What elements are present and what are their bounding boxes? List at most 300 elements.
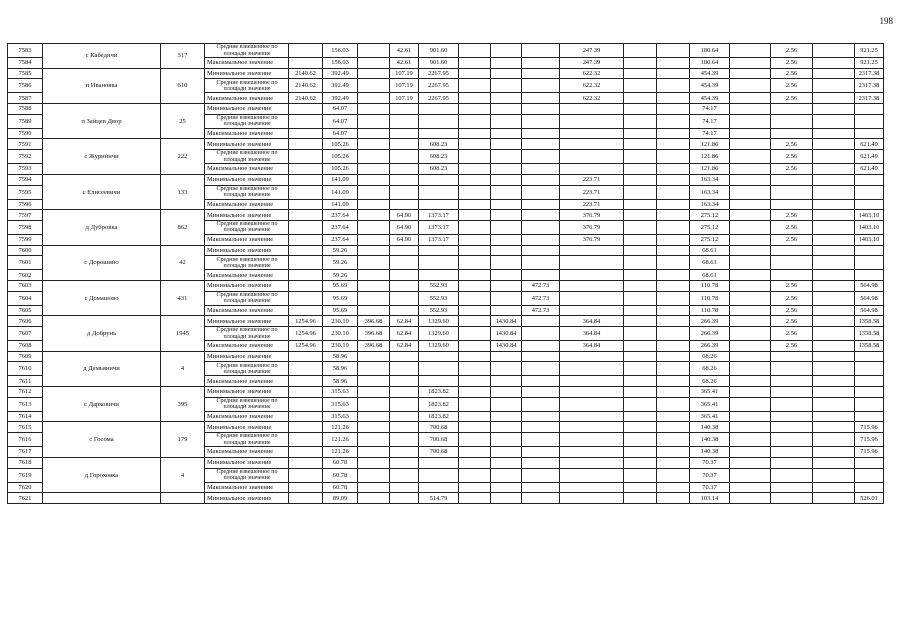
population-cell: 610 [161,68,205,103]
value-cell [390,362,419,376]
value-cell [289,185,323,199]
value-cell [771,351,813,362]
value-cell [657,234,690,245]
value-cell [624,185,657,199]
value-cell: 564.98 [855,291,884,305]
value-cell [419,482,459,493]
value-cell: 552.93 [419,280,459,291]
value-cell: 1823.82 [419,411,459,422]
population-cell: 4 [161,351,205,386]
statistic-label-cell: Максимальное значение [205,270,289,281]
value-cell [491,256,522,270]
row-id-cell: 7614 [8,411,43,422]
value-cell: 315.63 [323,397,358,411]
value-cell [730,270,771,281]
value-cell [289,305,323,316]
value-cell: 608.23 [419,164,459,175]
value-cell [522,139,560,150]
value-cell [813,114,855,128]
value-cell [624,150,657,164]
statistic-label-cell: Минимальное значение [205,457,289,468]
value-cell [289,351,323,362]
value-cell [560,468,624,482]
value-cell: 2140.62 [289,79,323,93]
value-cell [358,291,390,305]
value-cell [289,150,323,164]
value-cell: 110.78 [690,280,730,291]
value-cell [419,114,459,128]
value-cell [289,44,323,58]
value-cell [522,411,560,422]
value-cell [390,376,419,387]
table-row [8,351,884,362]
value-cell: 2.56 [771,164,813,175]
value-cell [522,376,560,387]
value-cell [624,270,657,281]
value-cell [657,482,690,493]
value-cell [459,210,491,221]
value-cell [730,376,771,387]
value-cell: 608.23 [419,139,459,150]
value-cell [522,234,560,245]
value-cell: 2.56 [771,280,813,291]
table-row [8,68,884,79]
value-cell [657,79,690,93]
value-cell [657,199,690,210]
value-cell [560,305,624,316]
value-cell: 622.32 [560,93,624,104]
value-cell: 376.79 [560,220,624,234]
value-cell [491,44,522,58]
value-cell [358,174,390,185]
value-cell [289,245,323,256]
value-cell: 74.17 [690,128,730,139]
value-cell [730,422,771,433]
value-cell [624,291,657,305]
value-cell: 552.93 [419,291,459,305]
value-cell [390,411,419,422]
settlement-name-cell: с Кабедичи [43,44,161,69]
value-cell [459,376,491,387]
value-cell: 42.61 [390,44,419,58]
table-row [8,139,884,150]
value-cell [855,457,884,468]
value-cell [560,457,624,468]
value-cell [624,327,657,341]
row-id-cell: 7608 [8,341,43,352]
value-cell [813,234,855,245]
value-cell [459,280,491,291]
page-number: 198 [879,16,893,26]
value-cell [358,139,390,150]
value-cell [390,387,419,398]
value-cell [657,351,690,362]
settlement-name-cell: с Домашово [43,280,161,315]
settlement-name-cell: с Елисеевичи [43,174,161,209]
value-cell: 376.79 [560,234,624,245]
row-id-cell: 7584 [8,58,43,69]
value-cell: 140.38 [690,422,730,433]
value-cell: 68.26 [690,376,730,387]
value-cell [459,139,491,150]
value-cell [522,93,560,104]
row-id-cell: 7606 [8,316,43,327]
value-cell [289,362,323,376]
value-cell [730,327,771,341]
value-cell [459,468,491,482]
statistic-label-cell: Средние взвешенное по площади значение [205,362,289,376]
settlement-name-cell: с Госома [43,422,161,457]
value-cell [459,79,491,93]
value-cell [813,44,855,58]
value-cell [522,199,560,210]
value-cell [771,199,813,210]
value-cell [855,387,884,398]
value-cell: 180.64 [690,44,730,58]
value-cell [771,128,813,139]
value-cell [358,493,390,504]
population-cell: 862 [161,210,205,245]
value-cell [358,114,390,128]
value-cell [390,139,419,150]
row-id-cell: 7603 [8,280,43,291]
value-cell [459,362,491,376]
value-cell [390,468,419,482]
value-cell [813,411,855,422]
table-row [8,422,884,433]
value-cell [624,199,657,210]
value-cell [560,245,624,256]
value-cell: 2.56 [771,210,813,221]
value-cell [289,256,323,270]
value-cell: 715.96 [855,433,884,447]
value-cell: 364.84 [560,327,624,341]
value-cell [289,433,323,447]
statistic-label-cell: Максимальное значение [205,58,289,69]
value-cell [624,174,657,185]
value-cell: 621.49 [855,164,884,175]
value-cell: 64.07 [323,114,358,128]
value-cell: 89.09 [323,493,358,504]
value-cell [491,104,522,115]
value-cell [771,362,813,376]
value-cell [289,457,323,468]
row-id-cell: 7600 [8,245,43,256]
value-cell [491,482,522,493]
value-cell [813,327,855,341]
value-cell [730,164,771,175]
statistic-label-cell: Минимальное значение [205,104,289,115]
value-cell [624,220,657,234]
value-cell [771,376,813,387]
value-cell: 105.26 [323,150,358,164]
value-cell [855,362,884,376]
value-cell [771,174,813,185]
value-cell [358,210,390,221]
population-cell: 42 [161,245,205,280]
value-cell [855,468,884,482]
value-cell [813,58,855,69]
value-cell: 1254.96 [289,341,323,352]
value-cell [855,411,884,422]
value-cell: 107.19 [390,79,419,93]
row-id-cell: 7618 [8,457,43,468]
value-cell: 2317.38 [855,79,884,93]
value-cell [730,79,771,93]
table-row [8,316,884,327]
value-cell [522,114,560,128]
value-cell [522,493,560,504]
value-cell [289,493,323,504]
statistic-label-cell: Максимальное значение [205,234,289,245]
value-cell [560,447,624,458]
value-cell: 62.84 [390,316,419,327]
value-cell [491,68,522,79]
value-cell [358,128,390,139]
value-cell: 700.68 [419,422,459,433]
value-cell [730,341,771,352]
value-cell [657,150,690,164]
value-cell: 921.25 [855,58,884,69]
value-cell [624,457,657,468]
value-cell: 392.49 [323,68,358,79]
statistic-label-cell: Средние взвешенное по площади значение [205,44,289,58]
value-cell: 266.39 [690,316,730,327]
value-cell [657,93,690,104]
table-row [8,493,884,504]
value-cell: 163.34 [690,174,730,185]
value-cell [657,291,690,305]
value-cell [855,199,884,210]
value-cell: 365.41 [690,411,730,422]
table-row [8,174,884,185]
value-cell [358,433,390,447]
value-cell: 62.84 [390,327,419,341]
value-cell [289,234,323,245]
value-cell [657,457,690,468]
value-cell: 901.60 [419,58,459,69]
value-cell: 140.38 [690,447,730,458]
value-cell [522,387,560,398]
population-cell: 133 [161,174,205,209]
value-cell: 1823.82 [419,397,459,411]
value-cell [560,150,624,164]
value-cell [459,174,491,185]
value-cell [855,482,884,493]
value-cell [657,270,690,281]
value-cell [522,164,560,175]
value-cell [560,387,624,398]
row-id-cell: 7588 [8,104,43,115]
table-row [8,280,884,291]
value-cell [624,397,657,411]
value-cell: 2.56 [771,150,813,164]
value-cell [491,58,522,69]
value-cell: 472.73 [522,305,560,316]
value-cell: 608.23 [419,150,459,164]
value-cell [522,150,560,164]
value-cell [522,397,560,411]
value-cell [289,411,323,422]
value-cell [657,397,690,411]
value-cell: 2.56 [771,327,813,341]
value-cell [730,397,771,411]
statistic-label-cell: Средние взвешенное по площади значение [205,256,289,270]
value-cell [813,291,855,305]
value-cell: 365.41 [690,387,730,398]
value-cell [771,482,813,493]
statistic-label-cell: Максимальное значение [205,305,289,316]
value-cell: 2267.95 [419,68,459,79]
value-cell: 68.26 [690,351,730,362]
value-cell [730,199,771,210]
value-cell [459,387,491,398]
value-cell [390,104,419,115]
table-row [8,245,884,256]
value-cell [813,185,855,199]
value-cell [289,104,323,115]
statistic-label-cell: Минимальное значение [205,387,289,398]
value-cell [730,468,771,482]
value-cell [459,234,491,245]
value-cell [491,362,522,376]
value-cell [730,58,771,69]
value-cell [522,482,560,493]
value-cell [624,362,657,376]
value-cell: 110.78 [690,305,730,316]
value-cell [289,139,323,150]
statistic-label-cell: Минимальное значение [205,316,289,327]
value-cell [491,245,522,256]
value-cell [522,433,560,447]
value-cell: 454.39 [690,68,730,79]
value-cell [390,164,419,175]
value-cell: 105.26 [323,139,358,150]
value-cell [560,164,624,175]
value-cell [390,270,419,281]
value-cell [813,210,855,221]
value-cell [459,44,491,58]
value-cell: 392.49 [323,79,358,93]
value-cell [289,397,323,411]
value-cell [289,58,323,69]
value-cell [624,210,657,221]
row-id-cell: 7597 [8,210,43,221]
value-cell [358,93,390,104]
value-cell [419,270,459,281]
statistic-label-cell: Средние взвешенное по площади значение [205,114,289,128]
value-cell: 564.98 [855,305,884,316]
value-cell [771,104,813,115]
value-cell: 140.38 [690,433,730,447]
value-cell: 163.34 [690,199,730,210]
value-cell [624,376,657,387]
row-id-cell: 7609 [8,351,43,362]
value-cell: 121.26 [323,447,358,458]
statistic-label-cell: Минимальное значение [205,245,289,256]
value-cell [624,316,657,327]
statistic-label-cell: Средние взвешенное по площади значение [205,150,289,164]
value-cell: 223.71 [560,174,624,185]
row-id-cell: 7598 [8,220,43,234]
value-cell [522,316,560,327]
value-cell [813,220,855,234]
value-cell [771,447,813,458]
value-cell [813,139,855,150]
value-cell [657,220,690,234]
value-cell [390,305,419,316]
value-cell [522,468,560,482]
value-cell [813,351,855,362]
value-cell [522,341,560,352]
value-cell [491,351,522,362]
value-cell [390,256,419,270]
value-cell [624,256,657,270]
value-cell [358,68,390,79]
value-cell [813,174,855,185]
value-cell [289,376,323,387]
value-cell [813,397,855,411]
value-cell [419,362,459,376]
value-cell [491,447,522,458]
value-cell: 223.71 [560,185,624,199]
value-cell [358,457,390,468]
value-cell [730,433,771,447]
value-cell: 121.26 [323,422,358,433]
value-cell [289,291,323,305]
value-cell [289,387,323,398]
value-cell [624,114,657,128]
value-cell [491,220,522,234]
row-id-cell: 7604 [8,291,43,305]
value-cell [491,468,522,482]
value-cell [522,447,560,458]
value-cell: 275.12 [690,234,730,245]
value-cell [358,305,390,316]
value-cell [522,58,560,69]
value-cell [813,341,855,352]
value-cell [730,362,771,376]
value-cell [358,422,390,433]
value-cell: 180.64 [690,58,730,69]
value-cell [657,376,690,387]
value-cell [289,164,323,175]
value-cell [624,58,657,69]
row-id-cell: 7605 [8,305,43,316]
value-cell: 230.10 [323,341,358,352]
value-cell [491,422,522,433]
value-cell [358,270,390,281]
value-cell: 68.61 [690,245,730,256]
value-cell: 1373.17 [419,234,459,245]
value-cell [358,351,390,362]
value-cell [813,79,855,93]
value-cell: 58.96 [323,351,358,362]
statistic-label-cell: Средние взвешенное по площади значение [205,327,289,341]
value-cell [459,104,491,115]
value-cell [813,305,855,316]
value-cell [771,387,813,398]
value-cell: 237.64 [323,210,358,221]
value-cell: 2.56 [771,220,813,234]
value-cell [358,362,390,376]
value-cell [771,457,813,468]
value-cell: 230.10 [323,316,358,327]
value-cell [624,341,657,352]
table-row [8,457,884,468]
value-cell: 364.84 [560,341,624,352]
value-cell [522,174,560,185]
